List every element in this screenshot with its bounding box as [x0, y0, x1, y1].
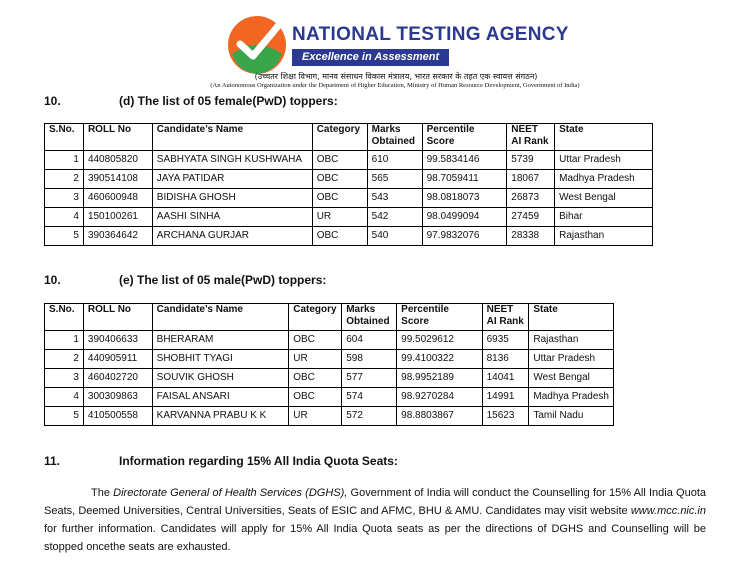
cell-category: UR [289, 407, 342, 426]
cell-marks: 565 [367, 170, 422, 189]
table-row [45, 350, 614, 369]
cell-neet-rank: 18067 [507, 170, 555, 189]
section-female-heading [44, 94, 444, 108]
table-row [45, 369, 614, 388]
cell-category: UR [312, 208, 367, 227]
column-header-sno: S.No. [45, 304, 84, 331]
section-title: (e) The list of 05 male(PwD) toppers: [119, 273, 327, 287]
cell-marks: 542 [367, 208, 422, 227]
table-header-row [45, 124, 653, 151]
cell-state: West Bengal [555, 189, 653, 208]
column-header-percentile: Percentile Score [422, 124, 507, 151]
cell-state: Madhya Pradesh [529, 388, 614, 407]
table-row [45, 331, 614, 350]
cell-marks: 598 [342, 350, 397, 369]
cell-sno: 2 [45, 170, 84, 189]
cell-candidate-name: SOUVIK GHOSH [152, 369, 289, 388]
female-toppers-table [44, 123, 653, 246]
cell-category: OBC [289, 388, 342, 407]
cell-candidate-name: FAISAL ANSARI [152, 388, 289, 407]
para-text: Government of India will conduct the Counselling for 15% All India Quota Seats, Deemed Universities, Central Universities, Seats of ESIC and AFMC, BHU & AMU. Candidates may visit website [44, 487, 707, 517]
quota-paragraph [44, 484, 706, 556]
cell-candidate-name: JAYA PATIDAR [152, 170, 312, 189]
dghs-name: Directorate General of Health Services (DGHS), [113, 487, 348, 499]
org-tagline: Excellence in Assessment [292, 49, 449, 66]
cell-neet-rank: 27459 [507, 208, 555, 227]
cell-marks: 540 [367, 227, 422, 246]
cell-sno: 5 [45, 407, 84, 426]
cell-percentile: 98.9270284 [397, 388, 482, 407]
cell-state: Madhya Pradesh [555, 170, 653, 189]
cell-percentile: 98.0818073 [422, 189, 507, 208]
column-header-candidate-name: Candidate’s Name [152, 304, 289, 331]
cell-sno: 3 [45, 369, 84, 388]
cell-category: OBC [312, 151, 367, 170]
table-row [45, 151, 653, 170]
section-quota-heading [44, 454, 544, 468]
website-link[interactable]: www.mcc.nic.in [630, 505, 706, 517]
table-row [45, 170, 653, 189]
cell-candidate-name: ARCHANA GURJAR [152, 227, 312, 246]
cell-state: Uttar Pradesh [529, 350, 614, 369]
brand-block [292, 24, 569, 66]
section-title: (d) The list of 05 female(PwD) toppers: [119, 94, 338, 108]
cell-roll-no: 300309863 [83, 388, 152, 407]
cell-sno: 3 [45, 189, 84, 208]
para-text: for further information. Candidates will apply for 15% All India Quota seats as per the directions of DGHS and Counselling will be stopped oncethe seats are exhausted. [44, 523, 706, 553]
cell-sno: 4 [45, 388, 84, 407]
cell-roll-no: 390406633 [83, 331, 152, 350]
cell-category: UR [289, 350, 342, 369]
cell-percentile: 98.0499094 [422, 208, 507, 227]
cell-percentile: 97.9832076 [422, 227, 507, 246]
column-header-category: Category [312, 124, 367, 151]
column-header-category: Category [289, 304, 342, 331]
cell-marks: 604 [342, 331, 397, 350]
table-row [45, 208, 653, 227]
column-header-roll-no: ROLL No [83, 304, 152, 331]
cell-percentile: 98.9952189 [397, 369, 482, 388]
cell-candidate-name: KARVANNA PRABU K K [152, 407, 289, 426]
cell-category: OBC [289, 369, 342, 388]
cell-percentile: 99.5029612 [397, 331, 482, 350]
cell-marks: 543 [367, 189, 422, 208]
cell-neet-rank: 26873 [507, 189, 555, 208]
cell-roll-no: 410500558 [83, 407, 152, 426]
cell-marks: 577 [342, 369, 397, 388]
para-text: The [91, 487, 114, 499]
table-header-row [45, 304, 614, 331]
cell-percentile: 98.8803867 [397, 407, 482, 426]
cell-state: Tamil Nadu [529, 407, 614, 426]
cell-roll-no: 390514108 [83, 170, 152, 189]
cell-roll-no: 440805820 [83, 151, 152, 170]
cell-percentile: 98.7059411 [422, 170, 507, 189]
cell-neet-rank: 28338 [507, 227, 555, 246]
cell-percentile: 99.4100322 [397, 350, 482, 369]
table-row [45, 388, 614, 407]
table-row [45, 407, 614, 426]
nta-logo-icon [226, 14, 288, 76]
cell-sno: 4 [45, 208, 84, 227]
column-header-marks: Marks Obtained [367, 124, 422, 151]
cell-sno: 2 [45, 350, 84, 369]
section-number: 10. [44, 273, 61, 287]
section-title: Information regarding 15% All India Quota Seats: [119, 454, 398, 468]
english-subtitle: (An Autonomous Organization under the Department of Higher Education, Ministry of Human Resource Development, Government of India) [210, 82, 580, 89]
cell-roll-no: 460600948 [83, 189, 152, 208]
cell-marks: 610 [367, 151, 422, 170]
male-toppers-table [44, 303, 614, 426]
section-male-heading [44, 273, 444, 287]
cell-category: OBC [312, 170, 367, 189]
cell-state: Bihar [555, 208, 653, 227]
section-number: 11. [44, 454, 61, 468]
cell-sno: 1 [45, 151, 84, 170]
cell-category: OBC [289, 331, 342, 350]
cell-marks: 574 [342, 388, 397, 407]
cell-percentile: 99.5834146 [422, 151, 507, 170]
column-header-state: State [529, 304, 614, 331]
column-header-neet-rank: NEET AI Rank [482, 304, 529, 331]
cell-candidate-name: SHOBHIT TYAGI [152, 350, 289, 369]
column-header-sno: S.No. [45, 124, 84, 151]
cell-roll-no: 440905911 [83, 350, 152, 369]
hindi-subtitle: (उच्चतर शिक्षा विभाग, मानव संसाधन विकास मंत्रालय, भारत सरकार के तहत एक स्वायत्त संगठन) [254, 72, 538, 81]
column-header-percentile: Percentile Score [397, 304, 482, 331]
cell-neet-rank: 5739 [507, 151, 555, 170]
cell-candidate-name: AASHI SINHA [152, 208, 312, 227]
table-row [45, 189, 653, 208]
column-header-neet-rank: NEET AI Rank [507, 124, 555, 151]
column-header-candidate-name: Candidate’s Name [152, 124, 312, 151]
cell-state: West Bengal [529, 369, 614, 388]
cell-neet-rank: 6935 [482, 331, 529, 350]
cell-candidate-name: SABHYATA SINGH KUSHWAHA [152, 151, 312, 170]
column-header-state: State [555, 124, 653, 151]
cell-state: Uttar Pradesh [555, 151, 653, 170]
cell-state: Rajasthan [529, 331, 614, 350]
column-header-marks: Marks Obtained [342, 304, 397, 331]
cell-candidate-name: BHERARAM [152, 331, 289, 350]
table-row [45, 227, 653, 246]
cell-neet-rank: 8136 [482, 350, 529, 369]
cell-state: Rajasthan [555, 227, 653, 246]
cell-roll-no: 390364642 [83, 227, 152, 246]
cell-neet-rank: 14991 [482, 388, 529, 407]
cell-candidate-name: BIDISHA GHOSH [152, 189, 312, 208]
cell-category: OBC [312, 227, 367, 246]
cell-marks: 572 [342, 407, 397, 426]
cell-roll-no: 150100261 [83, 208, 152, 227]
cell-category: OBC [312, 189, 367, 208]
cell-sno: 1 [45, 331, 84, 350]
org-name: NATIONAL TESTING AGENCY [292, 24, 569, 45]
column-header-roll-no: ROLL No [83, 124, 152, 151]
section-number: 10. [44, 94, 61, 108]
cell-neet-rank: 14041 [482, 369, 529, 388]
cell-roll-no: 460402720 [83, 369, 152, 388]
cell-sno: 5 [45, 227, 84, 246]
cell-neet-rank: 15623 [482, 407, 529, 426]
